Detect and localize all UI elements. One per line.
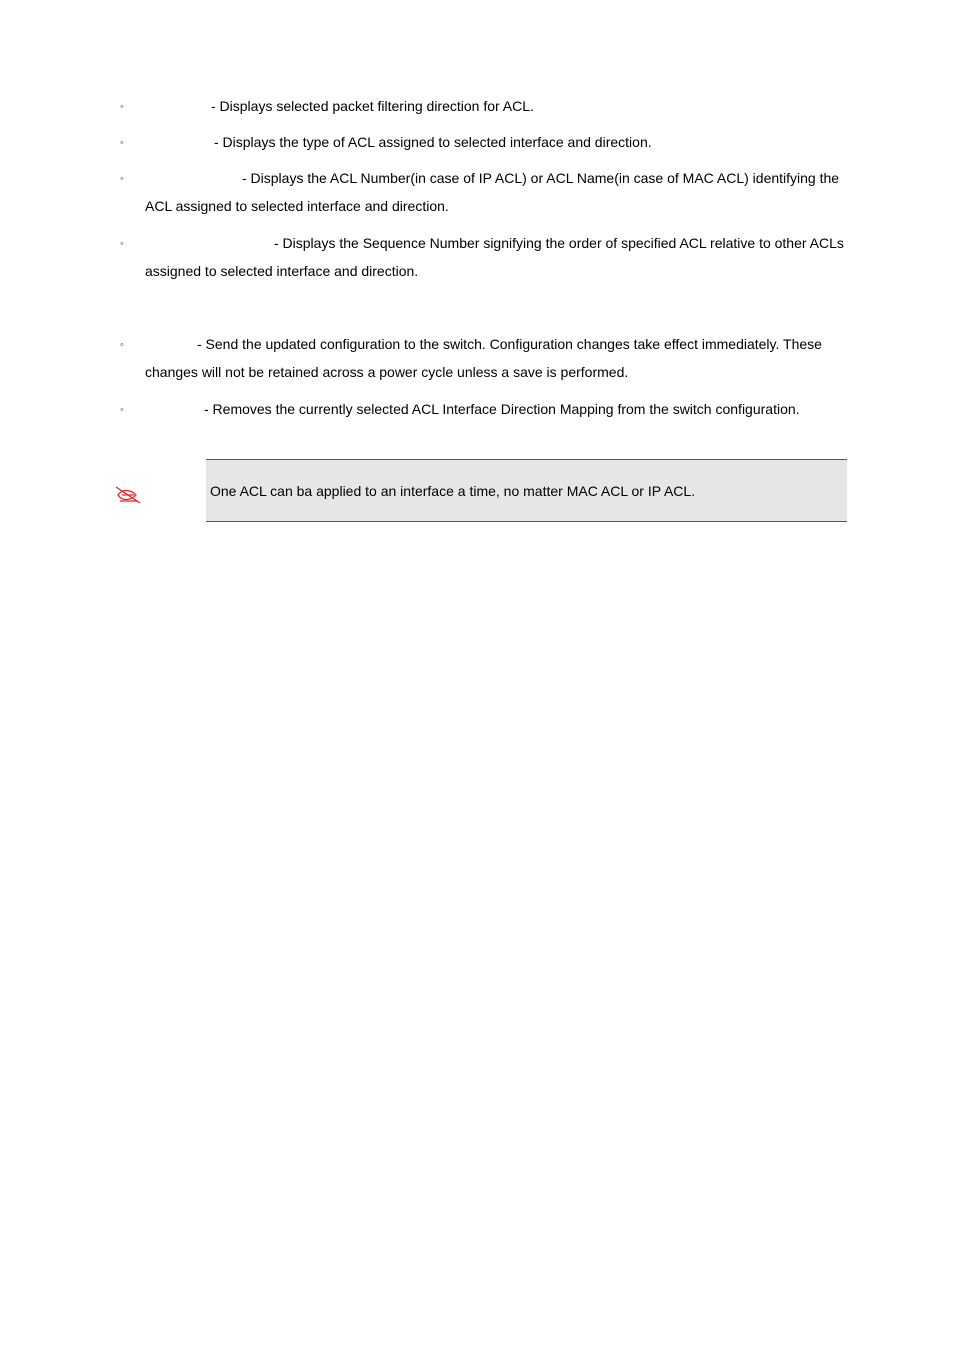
bullet-icon: ◦ (120, 173, 124, 185)
button-apply-text: - Send the updated configuration to the switch. Configuration changes take effect immediately. These changes will not be retained across a power cycle unless a save is performed. (145, 336, 822, 380)
bullet-icon: ◦ (120, 404, 124, 416)
field-sequence-description (145, 229, 865, 285)
field-acl-id-text: - Displays the ACL Number(in case of IP ACL) or ACL Name(in case of MAC ACL) identifying the ACL assigned to selected interface and direction. (145, 170, 840, 214)
bullet-icon: ◦ (120, 137, 124, 149)
field-direction-description (145, 92, 865, 120)
button-apply-description (145, 330, 865, 386)
bullet-icon: ◦ (120, 101, 124, 113)
bullet-icon: ◦ (120, 238, 124, 250)
button-delete-description (145, 395, 865, 423)
button-delete-text: - Removes the currently selected ACL Interface Direction Mapping from the switch configuration. (204, 401, 800, 417)
field-acl-type-text: - Displays the type of ACL assigned to selected interface and direction. (214, 134, 652, 150)
field-sequence-text: - Displays the Sequence Number signifying the order of specified ACL relative to other ACLs assigned to selected interface and direction. (145, 235, 844, 279)
note-text: One ACL can ba applied to an interface a time, no matter MAC ACL or IP ACL. (210, 483, 696, 499)
field-direction-text: - Displays selected packet filtering direction for ACL. (211, 98, 534, 114)
note-pencil-icon (114, 483, 142, 505)
note-box (206, 459, 847, 522)
field-acl-type-description (145, 128, 865, 156)
field-acl-id-description (145, 164, 865, 220)
bullet-icon: ◦ (120, 339, 124, 351)
